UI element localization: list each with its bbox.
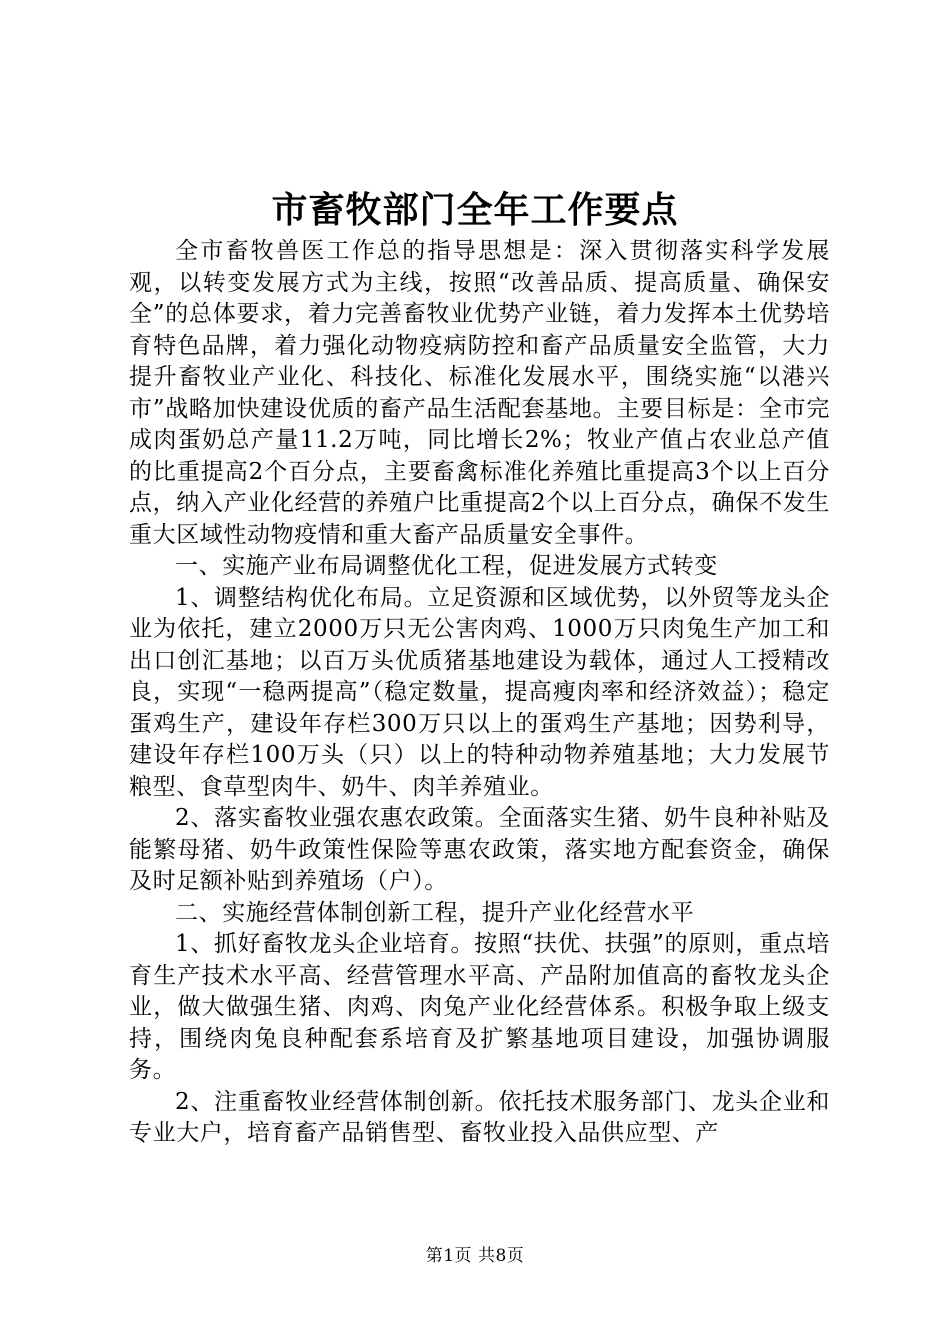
section-heading-2: 二、实施经营体制创新工程，提升产业化经营水平 <box>175 899 695 926</box>
paragraph-1-1: 1、调整结构优化布局。立足资源和区域优势，以外贸等龙头企业为依托，建立2000万只无公害肉鸡、1000万只肉兔生产加工和出口创汇基地；以百万头优质猪基地建设为载体，通过人工授精改良，实现“一稳两提高”（稳定数量，提高瘦肉率和经济效益）；稳定蛋鸡生产，建设年存栏300万只以上的蛋鸡生产基地；因势利导，建设年存栏100万头（只）以上的特种动物养殖基地；大力发展节粮型、食草型肉牛、奶牛、肉羊养殖业。 <box>129 584 830 800</box>
section-heading-1: 一、实施产业布局调整优化工程，促进发展方式转变 <box>175 553 718 579</box>
paragraph-2-2: 2、注重畜牧业经营体制创新。依托技术服务部门、龙头企业和专业大户，培育畜产品销售型、畜牧业投入品供应型、产 <box>129 1088 830 1146</box>
paragraph-2-1: 1、抓好畜牧龙头企业培育。按照“扶优、扶强”的原则，重点培育生产技术水平高、经营管理水平高、产品附加值高的畜牧龙头企业，做大做强生猪、肉鸡、肉兔产业化经营体系。积极争取上级支持，围绕肉兔良种配套系培育及扩繁基地项目建设，加强协调服务。 <box>129 931 830 1083</box>
paragraph-1-2: 2、落实畜牧业强农惠农政策。全面落实生猪、奶牛良种补贴及能繁母猪、奶牛政策性保险等惠农政策，落实地方配套资金，确保及时足额补贴到养殖场（户）。 <box>129 805 830 894</box>
page-footer: 第1页 共8页 <box>425 1246 525 1266</box>
document-body <box>129 236 830 1150</box>
paragraph-guiding-thought: 全市畜牧兽医工作总的指导思想是：深入贯彻落实科学发展观，以转变发展方式为主线，按照“改善品质、提高质量、确保安全”的总体要求，着力完善畜牧业优势产业链，着力发挥本土优势培育特色品牌，着力强化动物疫病防控和畜产品质量安全监管，大力提升畜牧业产业化、科技化、标准化发展水平，围绕实施“以港兴市”战略加快建设优质的畜产品生活配套基地。主要目标是：全市完成肉蛋奶总产量11.2万吨，同比增长2%；牧业产值占农业总产值的比重提高2个百分点，主要畜禽标准化养殖比重提高3个以上百分点，纳入产业化经营的养殖户比重提高2个以上百分点，确保不发生重大区域性动物疫情和重大畜产品质量安全事件。 <box>129 238 830 548</box>
document-title: 市畜牧部门全年工作要点 <box>271 189 679 231</box>
